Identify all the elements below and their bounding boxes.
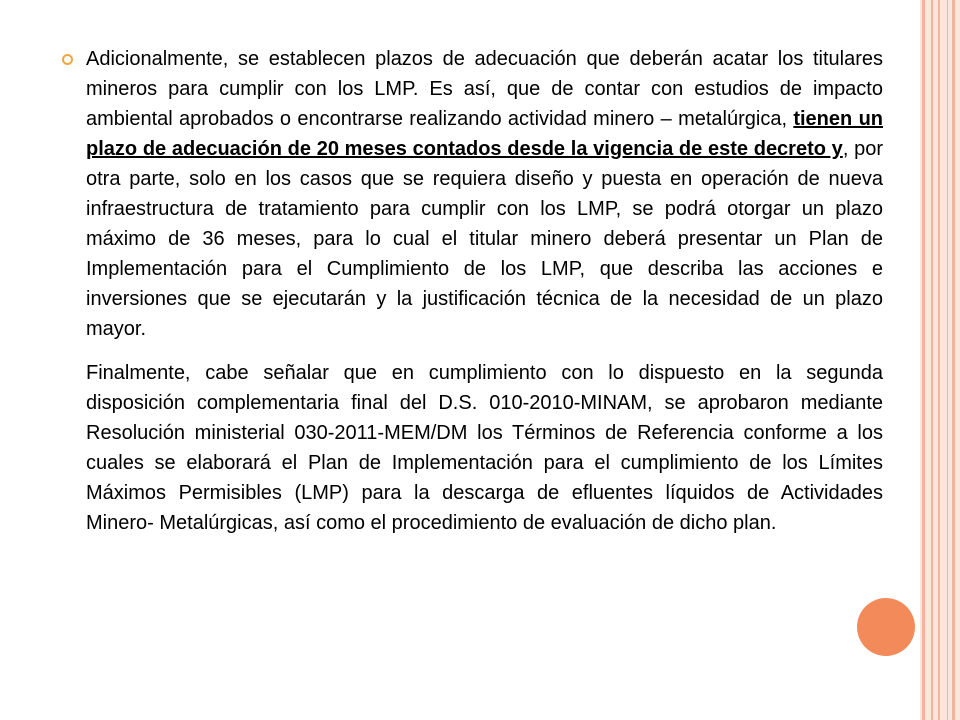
paragraph-terminos: Finalmente, cabe señalar que en cumplimiento con lo dispuesto en la segunda disposición complementaria final del D.S. 010-2010-MINAM, se aprobaron mediante Resolución ministerial 030-2011-MEM/DM los Términos de Referencia conforme a los cuales se elaborará el Plan de Implementación para el cumplimiento de los Límites Máximos Permisibles (LMP) para la descarga de efluentes líquidos de Actividades Minero- Metalúrgicas, así como el procedimiento de evaluación de dicho plan. xyxy=(86,362,883,534)
paragraph-text: Adicionalmente, se establecen plazos de adecuación que deberán acatar los titulares mineros para cumplir con los LMP. Es así, que de contar con estudios de impacto ambiental aprobados o encontrarse realizando actividad minero – metalúrgica, xyxy=(86,48,883,130)
accent-circle xyxy=(857,598,915,656)
decorative-stripe xyxy=(922,0,925,720)
decorative-stripe xyxy=(947,0,948,720)
paragraph-adecuacion xyxy=(86,44,883,344)
paragraph-text: , por otra parte, solo en los casos que se requiera diseño y puesta en operación de nueva infraestructura de tratamiento para cumplir con los LMP, se podrá otorgar un plazo máximo de 36 meses, para lo cual el titular minero deberá presentar un Plan de Implementación para el Cumplimiento de los LMP, que describa las acciones e inversiones que se ejecutarán y la justificación técnica de la necesidad de un plazo mayor. xyxy=(86,138,883,340)
decorative-stripe xyxy=(938,0,940,720)
slide-body xyxy=(86,44,883,538)
decorative-stripe xyxy=(931,0,933,720)
bullet-icon xyxy=(62,54,73,65)
decorative-stripe xyxy=(952,0,955,720)
emphasized-text: tienen un plazo de adecuación de 20 meses contados desde la vigencia de este decreto y xyxy=(86,108,884,160)
